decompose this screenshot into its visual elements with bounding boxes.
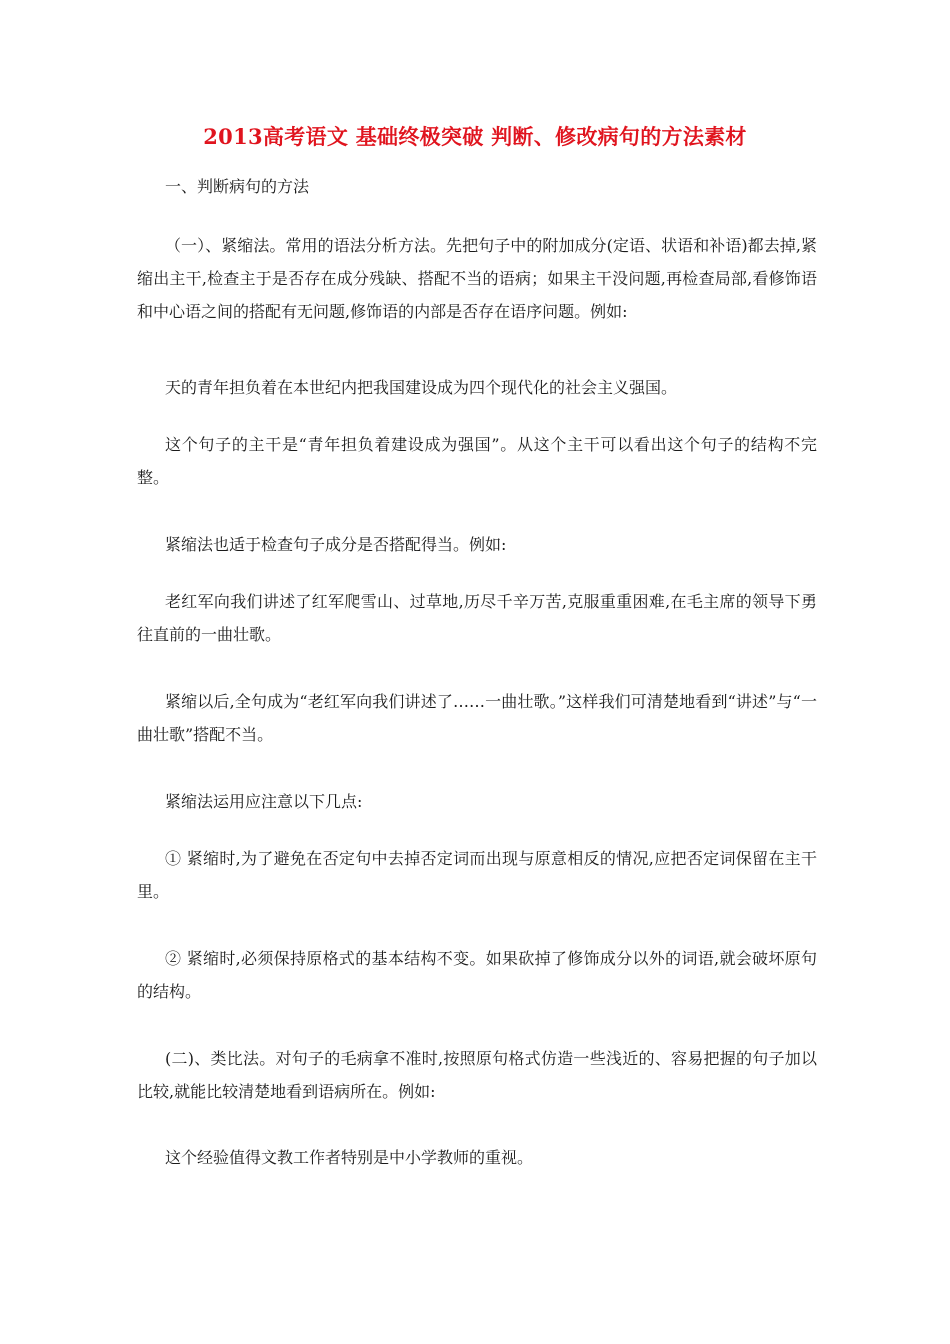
paragraph-example-2: 老红军向我们讲述了红军爬雪山、过草地,历尽千辛万苦,克服重重困难,在毛主席的领导下勇往直前的一曲壮歌。 [137, 592, 817, 644]
paragraph-note-1: ① 紧缩时,为了避免在否定句中去掉否定词而出现与原意相反的情况,应把否定词保留在主干里。 [137, 849, 817, 901]
paragraph-analysis-1: 这个句子的主干是“青年担负着建设成为强国”。从这个主干可以看出这个句子的结构不完整。 [137, 435, 817, 487]
document-title: 2013高考语文 基础终极突破 判断、修改病句的方法素材 [203, 124, 747, 149]
paragraph-note-2: ② 紧缩时,必须保持原格式的基本结构不变。如果砍掉了修饰成分以外的词语,就会破坏原句的结构。 [137, 949, 817, 1001]
paragraph-example-3: 这个经验值得文教工作者特别是中小学教师的重视。 [165, 1148, 534, 1167]
paragraph-notes-heading: 紧缩法运用应注意以下几点: [165, 792, 363, 811]
section-heading: 一、判断病句的方法 [165, 177, 310, 196]
paragraph-condense-usage: 紧缩法也适于检查句子成分是否搭配得当。例如: [165, 535, 507, 554]
paragraph-method-analogy: (二)、类比法。对句子的毛病拿不准时,按照原句格式仿造一些浅近的、容易把握的句子加以比较,就能比较清楚地看到语病所在。例如: [137, 1049, 817, 1101]
paragraph-example-1: 天的青年担负着在本世纪内把我国建设成为四个现代化的社会主义强国。 [165, 378, 678, 397]
paragraph-method-condense: （一）、紧缩法。常用的语法分析方法。先把句子中的附加成分(定语、状语和补语)都去掉,紧缩出主干,检查主于是否存在成分残缺、搭配不当的语病；如果主干没问题,再检查局部,看修饰语和中心语之间的搭配有无问题,修饰语的内部是否存在语序问题。例如: [137, 236, 817, 321]
paragraph-analysis-2: 紧缩以后,全句成为“老红军向我们讲述了……一曲壮歌。”这样我们可清楚地看到“讲述”与“一曲壮歌”搭配不当。 [137, 692, 817, 744]
